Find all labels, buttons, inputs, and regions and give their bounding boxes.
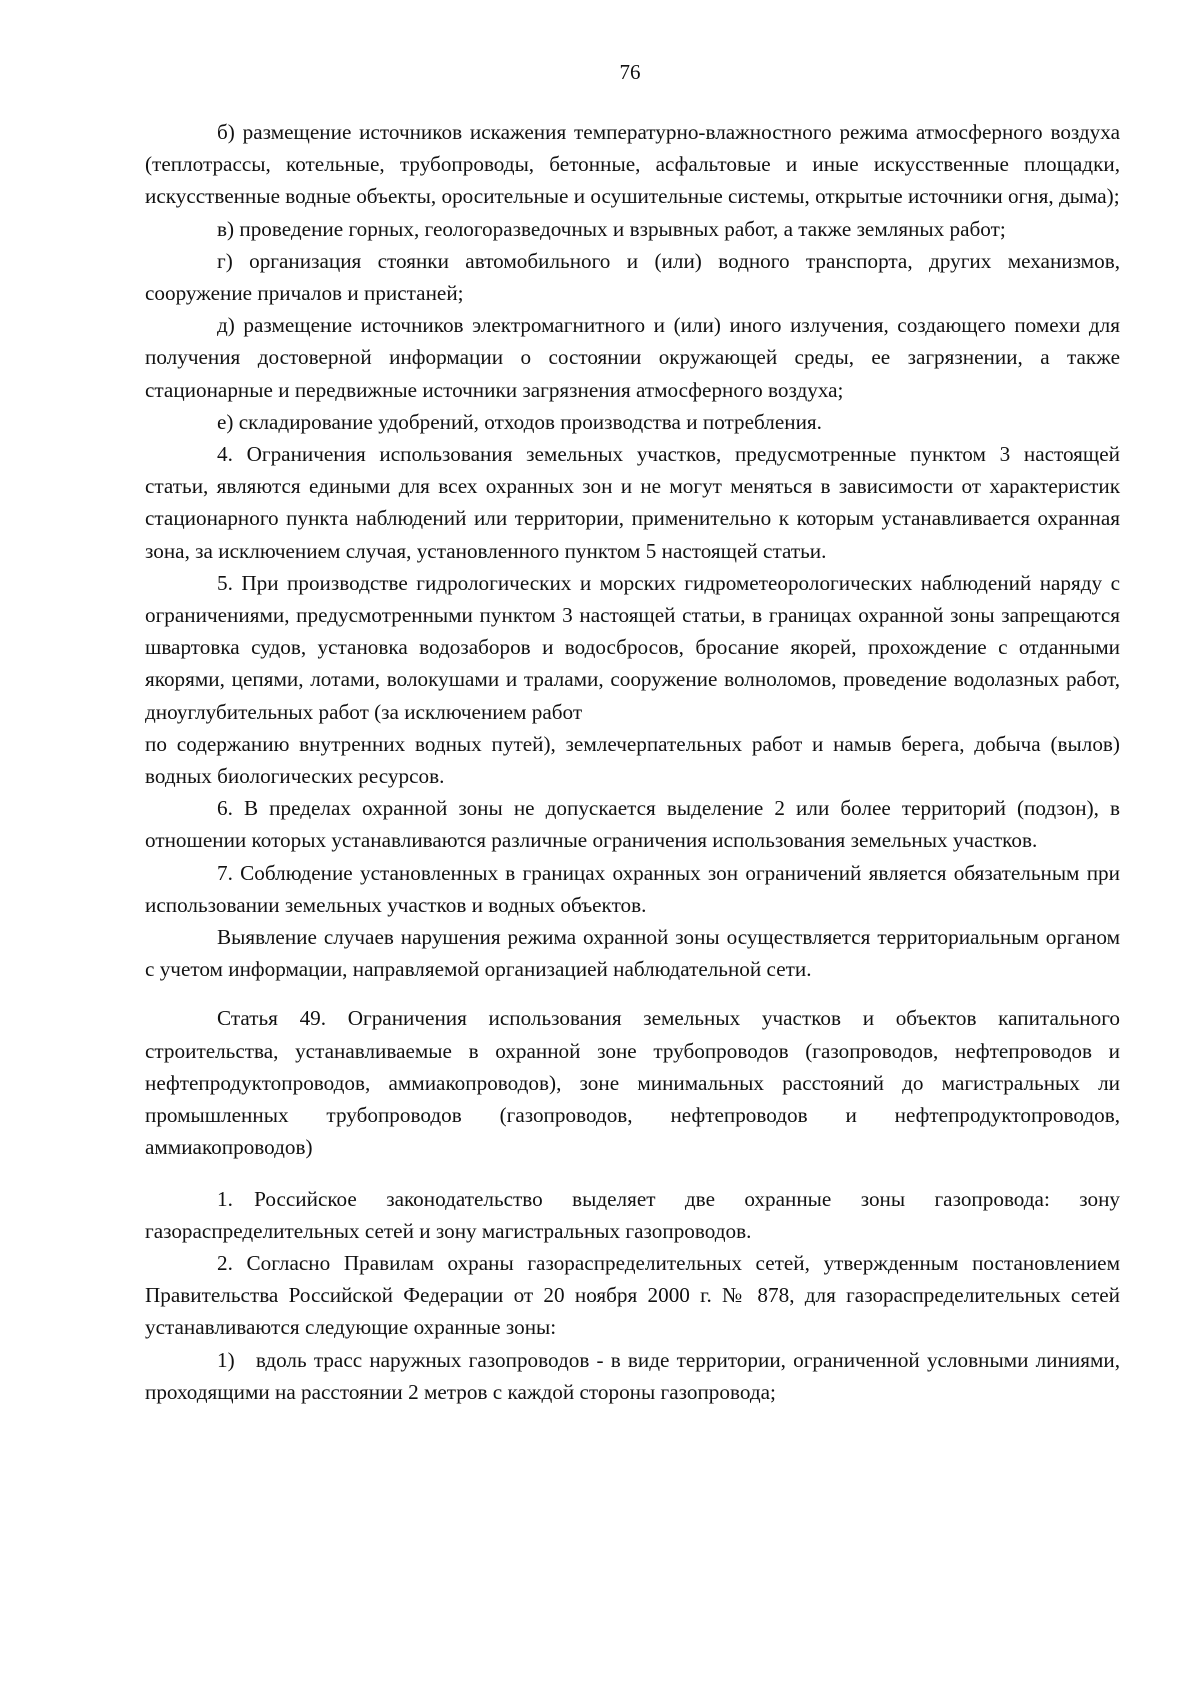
article-49-heading: Статья 49. Ограничения использования земельных участков и объектов капитального строительства, устанавливаемые в охранной зоне трубопроводов (газопроводов, нефтепроводов и нефтепродуктопроводов, аммиакопроводов), зоне минимальных расстояний до магистральных ли промышленных трубопроводов (газопроводов, нефтепроводов и нефтепродуктопроводов, аммиакопроводов): [145, 1006, 1120, 1160]
paragraph-7: 7. Соблюдение установленных в границах охранных зон ограничений является обязательным при использовании земельных участков и водных объектов.: [145, 860, 1120, 917]
paragraph-detection: Выявление случаев нарушения режима охранной зоны осуществляется территориальным органом с учетом информации, направляемой организацией наблюдательной сети.: [145, 925, 1120, 982]
paragraph-5-continuation: по содержанию внутренних водных путей), землечерпательных работ и намыв берега, добыча (вылов) водных биологических ресурсов.: [145, 731, 1120, 789]
paragraph-5: 5. При производстве гидрологических и морских гидрометеорологических наблюдений наряду с ограничениями, предусмотренными пунктом 3 настоящей статьи, в границах охранной зоны запрещаются швартовка судов, установка водозаборов и водосбросов, бросание якорей, прохождение с отданными якорями, цепями, лотами, волокушами и тралами, сооружение волноломов, проведение водолазных работ, дноуглубительных работ (за исключением работ: [145, 570, 1120, 724]
paragraph-v: в) проведение горных, геологоразведочных и взрывных работ, а также земляных работ;: [217, 216, 1006, 241]
paragraph-b: б) размещение источников искажения температурно-влажностного режима атмосферного воздуха (теплотрассы, котельные, трубопроводы, бетонные, асфальтовые и иные искусственные площадки, искусственные водные объекты, оросительные и осушительные системы, открытые источники огня, дыма);: [145, 120, 1120, 209]
article-49-item-2: 2. Согласно Правилам охраны газораспределительных сетей, утвержденным постановлением Правительства Российской Федерации от 20 ноября 2000 г. № 878, для газораспределительных сетей устанавливаются следующие охранные зоны:: [145, 1250, 1120, 1340]
paragraph-6: 6. В пределах охранной зоны не допускается выделение 2 или более территорий (подзон), в отношении которых устанавливаются различные ограничения использования земельных участков.: [145, 796, 1120, 853]
article-49-item-2-1: 1) вдоль трасс наружных газопроводов - в виде территории, ограниченной условными линиями, проходящими на расстоянии 2 метров с каждой стороны газопровода;: [145, 1347, 1120, 1404]
paragraph-4: 4. Ограничения использования земельных участков, предусмотренные пунктом 3 настоящей статьи, являются едиными для всех охранных зон и не могут меняться в зависимости от характеристик стационарного пункта наблюдений или территории, применительно к которым устанавливается охранная зона, за исключением случая, установленного пунктом 5 настоящей статьи.: [145, 442, 1120, 563]
paragraph-g: г) организация стоянки автомобильного и (или) водного транспорта, других механизмов, сооружение причалов и пристаней;: [145, 248, 1120, 306]
page-number: 76: [619, 60, 641, 84]
paragraph-d: д) размещение источников электромагнитного и (или) иного излучения, создающего помехи для получения достоверной информации о состоянии окружающей среды, ее загрязнении, а также стационарные и передвижные источники загрязнения атмосферного воздуха;: [145, 313, 1120, 402]
paragraph-e: е) складирование удобрений, отходов производства и потребления.: [217, 409, 822, 434]
document-body: [145, 116, 1120, 1408]
article-49-item-1: 1. Российское законодательство выделяет две охранные зоны газопровода: зону газораспределительных сетей и зону магистральных газопроводов.: [145, 1186, 1120, 1243]
